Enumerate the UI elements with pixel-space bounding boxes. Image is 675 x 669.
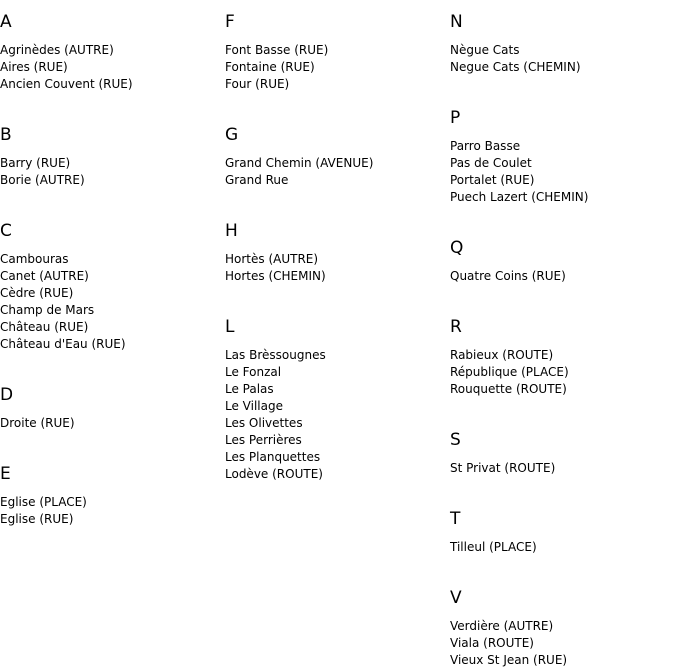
street-link[interactable]: Fontaine (RUE) [225,60,315,74]
letter-group-g [225,125,450,209]
group-spacer [225,189,450,209]
street-link[interactable]: Tilleul (PLACE) [450,540,537,554]
street-link[interactable]: Hortès (AUTRE) [225,252,319,266]
street-link[interactable]: Barry (RUE) [0,156,71,170]
street-link[interactable]: Viala (ROUTE) [450,636,534,650]
letter-heading: Q [450,238,464,258]
street-link[interactable]: Rabieux (ROUTE) [450,348,554,362]
street-link[interactable]: Las Brèssougnes [225,348,326,362]
letter-heading: F [225,12,235,32]
street-link[interactable]: Pas de Coulet [450,156,532,170]
letter-heading: C [0,221,12,241]
letter-heading: T [450,509,461,529]
street-link[interactable]: Four (RUE) [225,77,290,91]
street-link[interactable]: Château (RUE) [0,320,89,334]
letter-group-n [450,12,675,96]
street-link[interactable]: Les Planquettes [225,450,321,464]
street-link[interactable]: Le Village [225,399,283,413]
group-spacer [450,206,675,226]
street-link[interactable]: Vieux St Jean (RUE) [450,653,568,667]
letter-group-l [225,317,450,483]
street-link[interactable]: Eglise (RUE) [0,512,74,526]
street-link[interactable]: Cèdre (RUE) [0,286,74,300]
street-link[interactable]: Aires (RUE) [0,60,68,74]
letter-heading: N [450,12,463,32]
letter-heading: V [450,588,462,608]
letter-group-r [450,317,675,418]
letter-heading: D [0,385,14,405]
street-link[interactable]: Hortes (CHEMIN) [225,269,326,283]
street-link[interactable]: Canet (AUTRE) [0,269,89,283]
street-link[interactable]: Puech Lazert (CHEMIN) [450,190,589,204]
letter-group-t [450,509,675,576]
letter-group-a [0,12,225,113]
street-link[interactable]: Le Fonzal [225,365,282,379]
street-link[interactable]: Rouquette (ROUTE) [450,382,567,396]
street-index-column-2 [225,0,450,483]
group-spacer [450,477,675,497]
street-link[interactable]: Font Basse (RUE) [225,43,329,57]
street-link[interactable]: St Privat (ROUTE) [450,461,556,475]
street-link[interactable]: Les Olivettes [225,416,303,430]
street-index-column-3 [450,0,675,669]
letter-group-f [225,12,450,113]
letter-heading: S [450,430,461,450]
letter-group-q [450,238,675,305]
street-link[interactable]: Cambouras [0,252,69,266]
street-link[interactable]: Quatre Coins (RUE) [450,269,566,283]
street-link[interactable]: Agrinèdes (AUTRE) [0,43,114,57]
street-link[interactable]: Les Perrières [225,433,302,447]
street-link[interactable]: Portalet (RUE) [450,173,535,187]
letter-group-c [0,221,225,373]
letter-heading: P [450,108,461,128]
letter-group-p [450,108,675,226]
street-link[interactable]: Parro Basse [450,139,521,153]
street-link[interactable]: Champ de Mars [0,303,95,317]
street-link[interactable]: Grand Chemin (AVENUE) [225,156,374,170]
letter-heading: L [225,317,235,337]
street-link[interactable]: Negue Cats (CHEMIN) [450,60,581,74]
street-link[interactable]: République (PLACE) [450,365,569,379]
street-index-column-1 [0,0,225,528]
group-spacer [0,432,225,452]
letter-group-b [0,125,225,209]
letter-group-d [0,385,225,452]
group-spacer [225,93,450,113]
letter-heading: A [0,12,12,32]
street-link[interactable]: Borie (AUTRE) [0,173,85,187]
street-link[interactable]: Château d'Eau (RUE) [0,337,126,351]
letter-heading: H [225,221,238,241]
letter-group-e [0,464,225,528]
street-link[interactable]: Verdière (AUTRE) [450,619,554,633]
street-link[interactable]: Nègue Cats [450,43,520,57]
group-spacer [450,556,675,576]
letter-heading: G [225,125,239,145]
group-spacer [225,285,450,305]
letter-group-v [450,588,675,669]
group-spacer [450,76,675,96]
street-link[interactable]: Droite (RUE) [0,416,75,430]
letter-heading: B [0,125,12,145]
letter-heading: E [0,464,11,484]
group-spacer [0,93,225,113]
street-link[interactable]: Grand Rue [225,173,289,187]
street-link[interactable]: Le Palas [225,382,274,396]
letter-heading: R [450,317,462,337]
street-link[interactable]: Lodève (ROUTE) [225,467,323,481]
letter-group-s [450,430,675,497]
group-spacer [450,398,675,418]
group-spacer [0,189,225,209]
group-spacer [0,353,225,373]
street-link[interactable]: Ancien Couvent (RUE) [0,77,133,91]
street-link[interactable]: Eglise (PLACE) [0,495,87,509]
group-spacer [450,285,675,305]
letter-group-h [225,221,450,305]
